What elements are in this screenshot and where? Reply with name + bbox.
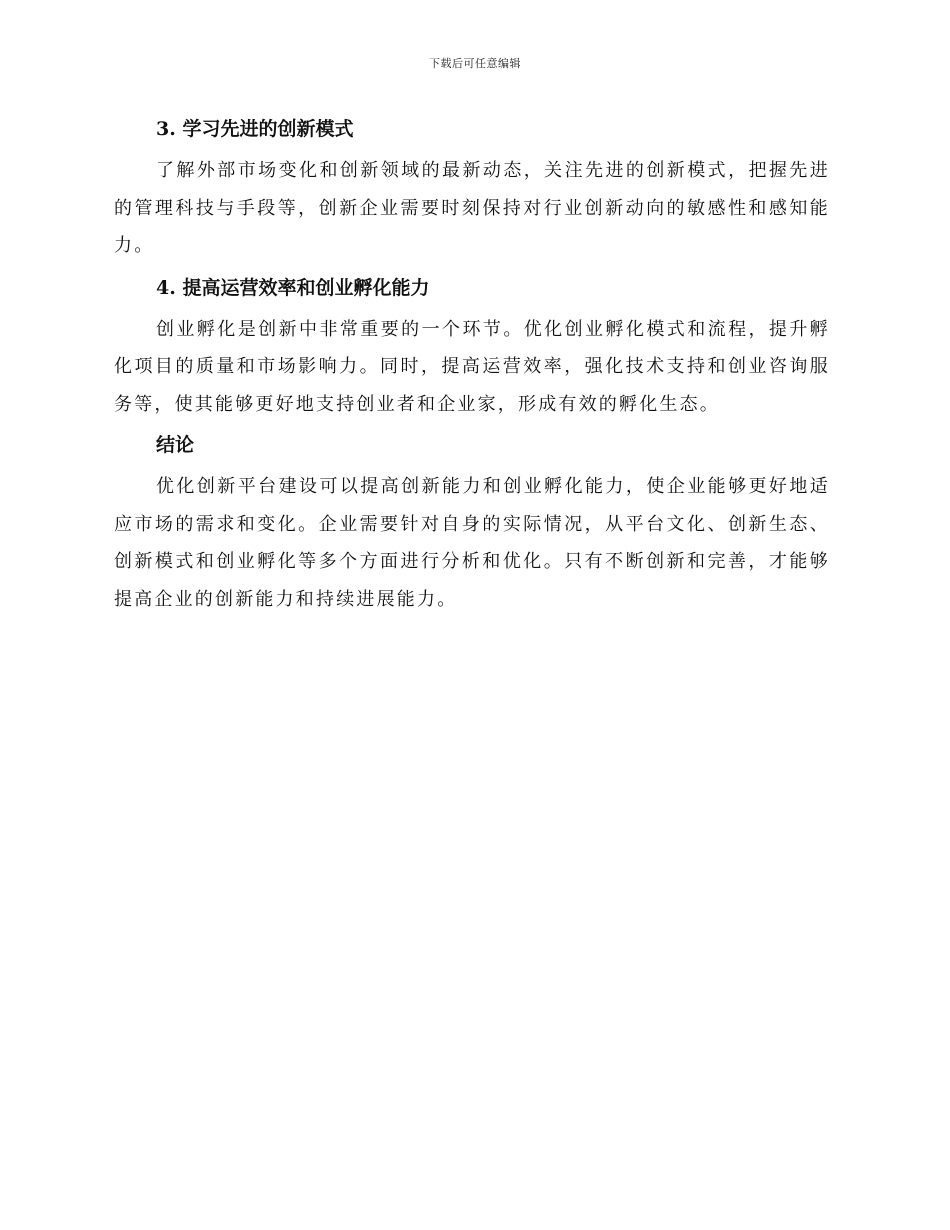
document-body (114, 112, 830, 623)
section-paragraph-3: 了解外部市场变化和创新领域的最新动态，关注先进的创新模式，把握先进的管理科技与手段等，创新企业需要时刻保持对行业创新动向的敏感性和感知能力。 (114, 160, 830, 256)
section-heading-3: 3. 学习先进的创新模式 (156, 118, 354, 140)
section-heading-4: 4. 提高运营效率和创业孵化能力 (156, 276, 430, 299)
page-header-note: 下载后可任意编辑 (429, 57, 521, 70)
section-paragraph-4: 创业孵化是创新中非常重要的一个环节。优化创业孵化模式和流程，提升孵化项目的质量和市场影响力。同时，提高运营效率，强化技术支持和创业咨询服务等，使其能够更好地支持创业者和企业家，形成有效的孵化生态。 (114, 318, 830, 415)
conclusion-heading: 结论 (156, 434, 195, 456)
conclusion-paragraph: 优化创新平台建设可以提高创新能力和创业孵化能力，使企业能够更好地适应市场的需求和变化。企业需要针对自身的实际情况，从平台文化、创新生态、创新模式和创业孵化等多个方面进行分析和优化。只有不断创新和完善，才能够提高企业的创新能力和持续进展能力。 (114, 476, 830, 610)
